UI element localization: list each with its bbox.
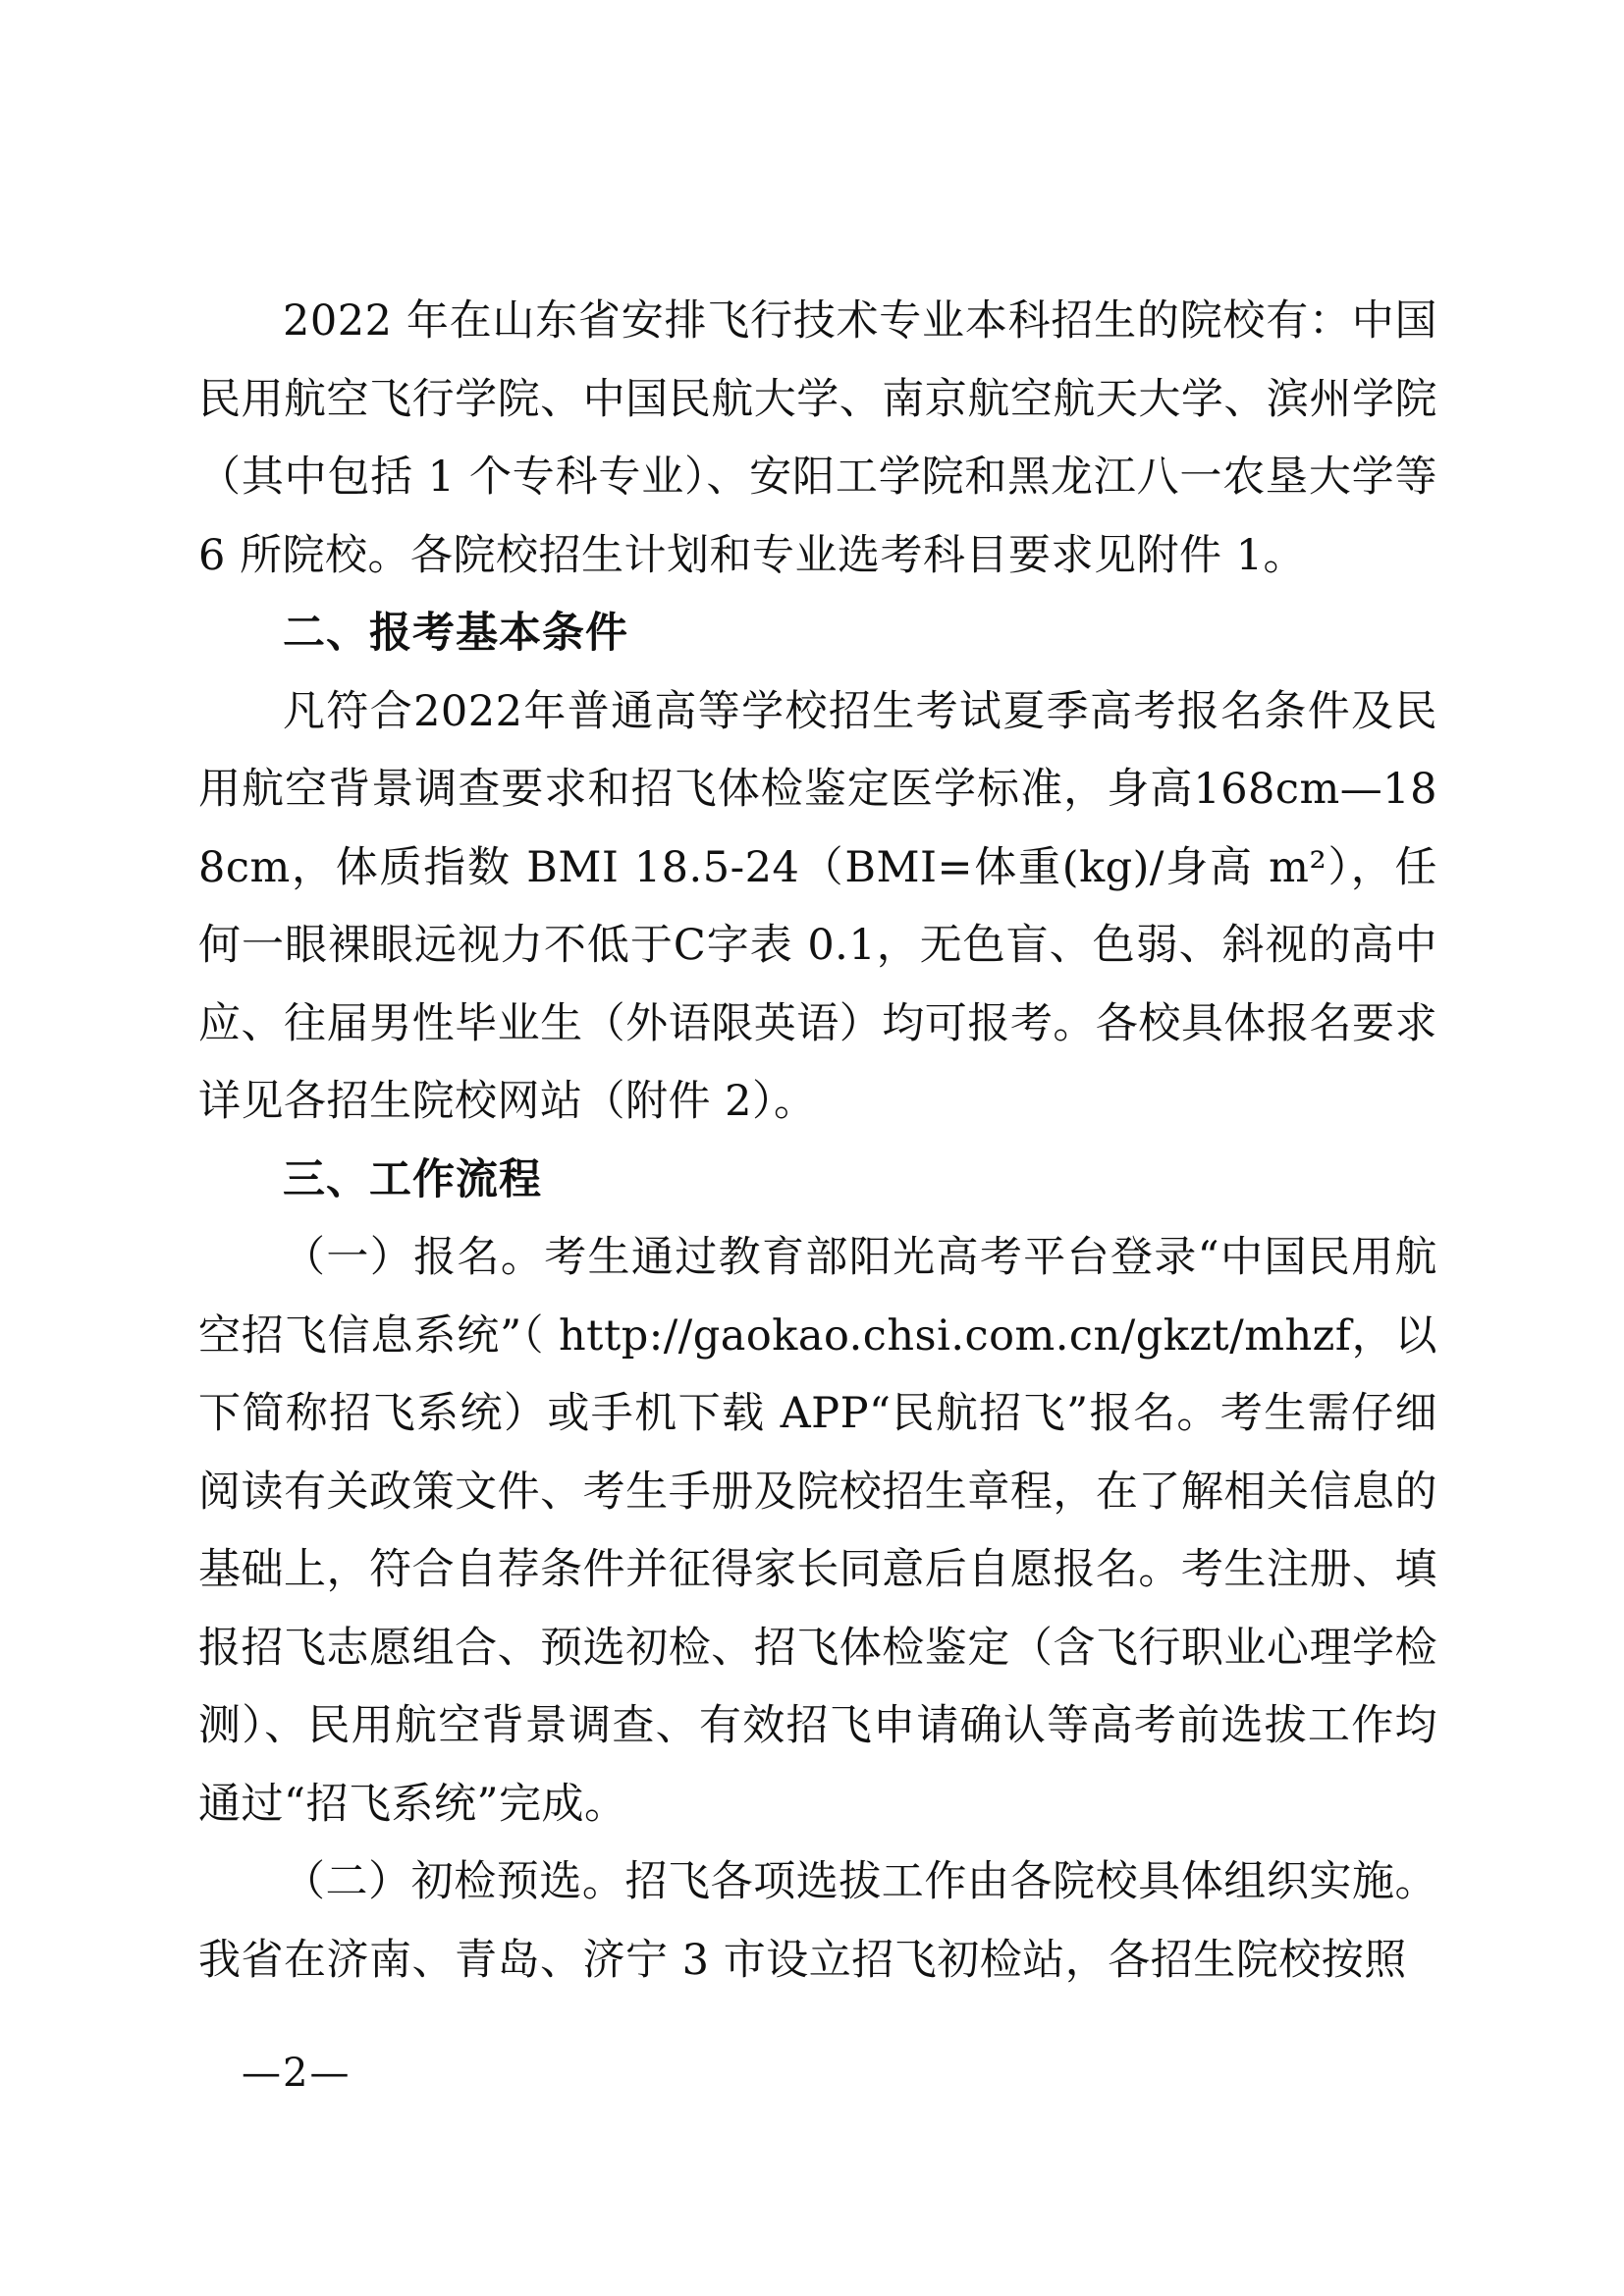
paragraph-preliminary-check: （二）初检预选。招飞各项选拔工作由各院校具体组织实施。我省在济南、青岛、济宁 3 市设立招飞初检站，各招生院校按照 (198, 1857, 1437, 1985)
document-body (198, 283, 1437, 2000)
paragraph-institutions: 2022 年在山东省安排飞行技术专业本科招生的院校有：中国民用航空飞行学院、中国民航大学、南京航空航天大学、滨州学院（其中包括 1 个专科专业）、安阳工学院和黑龙江八一农垦大学等 6 所院校。各院校招生计划和专业选考科目要求见附件 1。 (198, 296, 1437, 580)
paragraph-basic-conditions: 凡符合2022年普通高等学校招生考试夏季高考报名条件及民用航空背景调查要求和招飞体检鉴定医学标准，身高168cm—188cm，体质指数 BMI 18.5-24（BMI=体重(kg)/身高 m²），任何一眼裸眼远视力不低于C字表 0.1，无色盲、色弱、斜视的高中应、往届男性毕业生（外语限英语）均可报考。各校具体报名要求详见各招生院校网站（附件 2）。 (198, 686, 1438, 1126)
section-heading-basic-conditions: 二、报考基本条件 (283, 609, 628, 658)
paragraph-registration: （一）报名。考生通过教育部阳光高考平台登录“中国民用航空招飞信息系统”（ http://gaokao.chsi.com.cn/gkzt/mhzf，以下简称招飞系统）或手机下载 APP“民航招飞”报名。考生需仔细阅读有关政策文件、考生手册及院校招生章程，在了解相关信息的基础上，符合自荐条件并征得家长同意后自愿报名。考生注册、填报招飞志愿组合、预选初检、招飞体检鉴定（含飞行职业心理学检测）、民用航空背景调查、有效招飞申请确认等高考前选拔工作均通过“招飞系统”完成。 (198, 1233, 1437, 1829)
page-number: —2— (242, 2051, 352, 2096)
section-heading-workflow: 三、工作流程 (283, 1154, 542, 1204)
